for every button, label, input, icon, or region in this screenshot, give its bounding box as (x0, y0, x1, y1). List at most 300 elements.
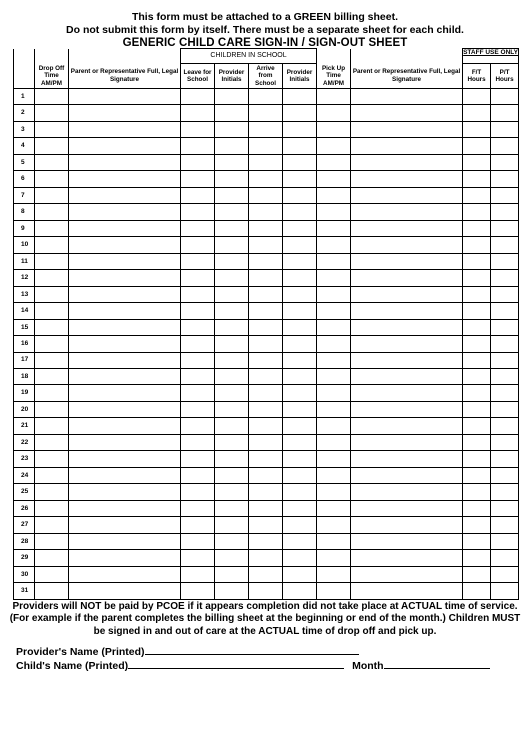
parent-signature-in-cell[interactable] (69, 467, 181, 483)
pick-up-cell[interactable] (317, 434, 351, 450)
ft-hours-cell[interactable] (463, 385, 491, 401)
drop-off-cell[interactable] (35, 385, 69, 401)
pt-hours-cell[interactable] (491, 154, 519, 170)
pick-up-cell[interactable] (317, 500, 351, 516)
provider-initials-2-cell[interactable] (283, 105, 317, 121)
provider-initials-1-cell[interactable] (215, 484, 249, 500)
provider-initials-2-cell[interactable] (283, 121, 317, 137)
provider-initials-1-cell[interactable] (215, 434, 249, 450)
leave-for-school-cell[interactable] (181, 105, 215, 121)
provider-initials-1-cell[interactable] (215, 286, 249, 302)
ft-hours-cell[interactable] (463, 451, 491, 467)
provider-initials-2-cell[interactable] (283, 467, 317, 483)
leave-for-school-cell[interactable] (181, 418, 215, 434)
arrive-from-school-cell[interactable] (249, 500, 283, 516)
parent-signature-in-cell[interactable] (69, 105, 181, 121)
leave-for-school-cell[interactable] (181, 121, 215, 137)
parent-signature-out-cell[interactable] (351, 550, 463, 566)
ft-hours-cell[interactable] (463, 286, 491, 302)
leave-for-school-cell[interactable] (181, 187, 215, 203)
drop-off-cell[interactable] (35, 303, 69, 319)
pt-hours-cell[interactable] (491, 138, 519, 154)
drop-off-cell[interactable] (35, 434, 69, 450)
drop-off-cell[interactable] (35, 368, 69, 384)
drop-off-cell[interactable] (35, 352, 69, 368)
parent-signature-out-cell[interactable] (351, 352, 463, 368)
ft-hours-cell[interactable] (463, 187, 491, 203)
parent-signature-out-cell[interactable] (351, 533, 463, 549)
drop-off-cell[interactable] (35, 270, 69, 286)
ft-hours-cell[interactable] (463, 220, 491, 236)
drop-off-cell[interactable] (35, 467, 69, 483)
arrive-from-school-cell[interactable] (249, 352, 283, 368)
provider-initials-2-cell[interactable] (283, 138, 317, 154)
ft-hours-cell[interactable] (463, 89, 491, 105)
drop-off-cell[interactable] (35, 418, 69, 434)
pt-hours-cell[interactable] (491, 105, 519, 121)
provider-initials-1-cell[interactable] (215, 187, 249, 203)
ft-hours-cell[interactable] (463, 336, 491, 352)
ft-hours-cell[interactable] (463, 368, 491, 384)
provider-initials-1-cell[interactable] (215, 533, 249, 549)
pt-hours-cell[interactable] (491, 303, 519, 319)
ft-hours-cell[interactable] (463, 352, 491, 368)
ft-hours-cell[interactable] (463, 583, 491, 599)
pt-hours-cell[interactable] (491, 401, 519, 417)
pt-hours-cell[interactable] (491, 368, 519, 384)
drop-off-cell[interactable] (35, 550, 69, 566)
arrive-from-school-cell[interactable] (249, 220, 283, 236)
provider-initials-2-cell[interactable] (283, 204, 317, 220)
arrive-from-school-cell[interactable] (249, 418, 283, 434)
arrive-from-school-cell[interactable] (249, 566, 283, 582)
parent-signature-in-cell[interactable] (69, 171, 181, 187)
parent-signature-in-cell[interactable] (69, 385, 181, 401)
parent-signature-in-cell[interactable] (69, 418, 181, 434)
provider-initials-2-cell[interactable] (283, 500, 317, 516)
provider-initials-2-cell[interactable] (283, 550, 317, 566)
pick-up-cell[interactable] (317, 385, 351, 401)
drop-off-cell[interactable] (35, 237, 69, 253)
drop-off-cell[interactable] (35, 253, 69, 269)
arrive-from-school-cell[interactable] (249, 253, 283, 269)
provider-initials-1-cell[interactable] (215, 220, 249, 236)
drop-off-cell[interactable] (35, 220, 69, 236)
provider-initials-1-cell[interactable] (215, 467, 249, 483)
arrive-from-school-cell[interactable] (249, 451, 283, 467)
leave-for-school-cell[interactable] (181, 566, 215, 582)
arrive-from-school-cell[interactable] (249, 533, 283, 549)
drop-off-cell[interactable] (35, 204, 69, 220)
pick-up-cell[interactable] (317, 583, 351, 599)
pick-up-cell[interactable] (317, 270, 351, 286)
parent-signature-out-cell[interactable] (351, 237, 463, 253)
arrive-from-school-cell[interactable] (249, 583, 283, 599)
ft-hours-cell[interactable] (463, 533, 491, 549)
arrive-from-school-cell[interactable] (249, 286, 283, 302)
provider-initials-2-cell[interactable] (283, 583, 317, 599)
provider-initials-2-cell[interactable] (283, 401, 317, 417)
arrive-from-school-cell[interactable] (249, 401, 283, 417)
provider-initials-2-cell[interactable] (283, 286, 317, 302)
parent-signature-out-cell[interactable] (351, 368, 463, 384)
provider-initials-1-cell[interactable] (215, 319, 249, 335)
provider-initials-2-cell[interactable] (283, 451, 317, 467)
arrive-from-school-cell[interactable] (249, 467, 283, 483)
parent-signature-out-cell[interactable] (351, 253, 463, 269)
ft-hours-cell[interactable] (463, 401, 491, 417)
provider-initials-1-cell[interactable] (215, 253, 249, 269)
pick-up-cell[interactable] (317, 89, 351, 105)
pick-up-cell[interactable] (317, 105, 351, 121)
parent-signature-out-cell[interactable] (351, 319, 463, 335)
parent-signature-out-cell[interactable] (351, 500, 463, 516)
parent-signature-out-cell[interactable] (351, 121, 463, 137)
provider-initials-1-cell[interactable] (215, 336, 249, 352)
ft-hours-cell[interactable] (463, 467, 491, 483)
drop-off-cell[interactable] (35, 286, 69, 302)
leave-for-school-cell[interactable] (181, 550, 215, 566)
arrive-from-school-cell[interactable] (249, 517, 283, 533)
parent-signature-out-cell[interactable] (351, 286, 463, 302)
pick-up-cell[interactable] (317, 550, 351, 566)
provider-initials-1-cell[interactable] (215, 121, 249, 137)
provider-initials-1-cell[interactable] (215, 154, 249, 170)
pt-hours-cell[interactable] (491, 270, 519, 286)
ft-hours-cell[interactable] (463, 154, 491, 170)
pt-hours-cell[interactable] (491, 171, 519, 187)
drop-off-cell[interactable] (35, 484, 69, 500)
parent-signature-in-cell[interactable] (69, 352, 181, 368)
parent-signature-in-cell[interactable] (69, 121, 181, 137)
parent-signature-out-cell[interactable] (351, 517, 463, 533)
drop-off-cell[interactable] (35, 187, 69, 203)
drop-off-cell[interactable] (35, 500, 69, 516)
ft-hours-cell[interactable] (463, 319, 491, 335)
leave-for-school-cell[interactable] (181, 171, 215, 187)
arrive-from-school-cell[interactable] (249, 368, 283, 384)
parent-signature-in-cell[interactable] (69, 401, 181, 417)
leave-for-school-cell[interactable] (181, 336, 215, 352)
ft-hours-cell[interactable] (463, 434, 491, 450)
leave-for-school-cell[interactable] (181, 220, 215, 236)
parent-signature-out-cell[interactable] (351, 583, 463, 599)
parent-signature-in-cell[interactable] (69, 517, 181, 533)
arrive-from-school-cell[interactable] (249, 484, 283, 500)
pt-hours-cell[interactable] (491, 253, 519, 269)
pt-hours-cell[interactable] (491, 204, 519, 220)
leave-for-school-cell[interactable] (181, 253, 215, 269)
ft-hours-cell[interactable] (463, 237, 491, 253)
pick-up-cell[interactable] (317, 566, 351, 582)
provider-initials-2-cell[interactable] (283, 270, 317, 286)
leave-for-school-cell[interactable] (181, 401, 215, 417)
child-name-field[interactable] (128, 658, 344, 669)
leave-for-school-cell[interactable] (181, 385, 215, 401)
pick-up-cell[interactable] (317, 138, 351, 154)
parent-signature-in-cell[interactable] (69, 434, 181, 450)
leave-for-school-cell[interactable] (181, 319, 215, 335)
pt-hours-cell[interactable] (491, 533, 519, 549)
drop-off-cell[interactable] (35, 171, 69, 187)
parent-signature-in-cell[interactable] (69, 303, 181, 319)
ft-hours-cell[interactable] (463, 121, 491, 137)
parent-signature-out-cell[interactable] (351, 220, 463, 236)
parent-signature-out-cell[interactable] (351, 336, 463, 352)
parent-signature-out-cell[interactable] (351, 187, 463, 203)
arrive-from-school-cell[interactable] (249, 303, 283, 319)
leave-for-school-cell[interactable] (181, 451, 215, 467)
arrive-from-school-cell[interactable] (249, 550, 283, 566)
pt-hours-cell[interactable] (491, 89, 519, 105)
ft-hours-cell[interactable] (463, 270, 491, 286)
provider-initials-1-cell[interactable] (215, 270, 249, 286)
arrive-from-school-cell[interactable] (249, 105, 283, 121)
parent-signature-out-cell[interactable] (351, 138, 463, 154)
ft-hours-cell[interactable] (463, 138, 491, 154)
arrive-from-school-cell[interactable] (249, 171, 283, 187)
ft-hours-cell[interactable] (463, 484, 491, 500)
drop-off-cell[interactable] (35, 138, 69, 154)
parent-signature-in-cell[interactable] (69, 500, 181, 516)
provider-initials-1-cell[interactable] (215, 550, 249, 566)
pick-up-cell[interactable] (317, 467, 351, 483)
parent-signature-in-cell[interactable] (69, 237, 181, 253)
pick-up-cell[interactable] (317, 336, 351, 352)
parent-signature-out-cell[interactable] (351, 204, 463, 220)
parent-signature-out-cell[interactable] (351, 154, 463, 170)
pick-up-cell[interactable] (317, 220, 351, 236)
provider-initials-2-cell[interactable] (283, 303, 317, 319)
leave-for-school-cell[interactable] (181, 204, 215, 220)
arrive-from-school-cell[interactable] (249, 138, 283, 154)
provider-initials-1-cell[interactable] (215, 171, 249, 187)
provider-initials-2-cell[interactable] (283, 253, 317, 269)
drop-off-cell[interactable] (35, 154, 69, 170)
leave-for-school-cell[interactable] (181, 154, 215, 170)
drop-off-cell[interactable] (35, 451, 69, 467)
provider-initials-1-cell[interactable] (215, 401, 249, 417)
arrive-from-school-cell[interactable] (249, 385, 283, 401)
parent-signature-out-cell[interactable] (351, 418, 463, 434)
drop-off-cell[interactable] (35, 89, 69, 105)
parent-signature-in-cell[interactable] (69, 336, 181, 352)
ft-hours-cell[interactable] (463, 566, 491, 582)
arrive-from-school-cell[interactable] (249, 270, 283, 286)
pt-hours-cell[interactable] (491, 418, 519, 434)
arrive-from-school-cell[interactable] (249, 204, 283, 220)
pick-up-cell[interactable] (317, 451, 351, 467)
leave-for-school-cell[interactable] (181, 270, 215, 286)
leave-for-school-cell[interactable] (181, 89, 215, 105)
parent-signature-in-cell[interactable] (69, 484, 181, 500)
pt-hours-cell[interactable] (491, 385, 519, 401)
drop-off-cell[interactable] (35, 319, 69, 335)
provider-initials-2-cell[interactable] (283, 484, 317, 500)
parent-signature-out-cell[interactable] (351, 89, 463, 105)
provider-initials-2-cell[interactable] (283, 418, 317, 434)
arrive-from-school-cell[interactable] (249, 434, 283, 450)
leave-for-school-cell[interactable] (181, 484, 215, 500)
pt-hours-cell[interactable] (491, 484, 519, 500)
pick-up-cell[interactable] (317, 237, 351, 253)
provider-initials-1-cell[interactable] (215, 368, 249, 384)
provider-initials-2-cell[interactable] (283, 336, 317, 352)
ft-hours-cell[interactable] (463, 171, 491, 187)
arrive-from-school-cell[interactable] (249, 89, 283, 105)
pick-up-cell[interactable] (317, 418, 351, 434)
leave-for-school-cell[interactable] (181, 583, 215, 599)
provider-initials-1-cell[interactable] (215, 418, 249, 434)
provider-initials-1-cell[interactable] (215, 204, 249, 220)
pick-up-cell[interactable] (317, 484, 351, 500)
drop-off-cell[interactable] (35, 121, 69, 137)
pick-up-cell[interactable] (317, 187, 351, 203)
drop-off-cell[interactable] (35, 566, 69, 582)
pick-up-cell[interactable] (317, 352, 351, 368)
drop-off-cell[interactable] (35, 401, 69, 417)
parent-signature-in-cell[interactable] (69, 566, 181, 582)
provider-initials-1-cell[interactable] (215, 566, 249, 582)
pt-hours-cell[interactable] (491, 319, 519, 335)
provider-initials-1-cell[interactable] (215, 451, 249, 467)
pt-hours-cell[interactable] (491, 583, 519, 599)
pt-hours-cell[interactable] (491, 237, 519, 253)
parent-signature-out-cell[interactable] (351, 270, 463, 286)
arrive-from-school-cell[interactable] (249, 237, 283, 253)
leave-for-school-cell[interactable] (181, 434, 215, 450)
ft-hours-cell[interactable] (463, 500, 491, 516)
leave-for-school-cell[interactable] (181, 352, 215, 368)
ft-hours-cell[interactable] (463, 550, 491, 566)
provider-initials-2-cell[interactable] (283, 89, 317, 105)
leave-for-school-cell[interactable] (181, 467, 215, 483)
pt-hours-cell[interactable] (491, 336, 519, 352)
pick-up-cell[interactable] (317, 171, 351, 187)
parent-signature-out-cell[interactable] (351, 401, 463, 417)
leave-for-school-cell[interactable] (181, 286, 215, 302)
leave-for-school-cell[interactable] (181, 533, 215, 549)
ft-hours-cell[interactable] (463, 418, 491, 434)
pick-up-cell[interactable] (317, 533, 351, 549)
parent-signature-in-cell[interactable] (69, 550, 181, 566)
pick-up-cell[interactable] (317, 121, 351, 137)
pick-up-cell[interactable] (317, 401, 351, 417)
pick-up-cell[interactable] (317, 286, 351, 302)
month-field[interactable] (384, 658, 490, 669)
leave-for-school-cell[interactable] (181, 303, 215, 319)
provider-initials-1-cell[interactable] (215, 517, 249, 533)
provider-initials-1-cell[interactable] (215, 500, 249, 516)
drop-off-cell[interactable] (35, 583, 69, 599)
parent-signature-in-cell[interactable] (69, 368, 181, 384)
parent-signature-in-cell[interactable] (69, 89, 181, 105)
parent-signature-in-cell[interactable] (69, 286, 181, 302)
parent-signature-in-cell[interactable] (69, 270, 181, 286)
provider-initials-1-cell[interactable] (215, 352, 249, 368)
leave-for-school-cell[interactable] (181, 500, 215, 516)
ft-hours-cell[interactable] (463, 253, 491, 269)
pick-up-cell[interactable] (317, 319, 351, 335)
parent-signature-in-cell[interactable] (69, 253, 181, 269)
provider-initials-1-cell[interactable] (215, 105, 249, 121)
arrive-from-school-cell[interactable] (249, 187, 283, 203)
provider-initials-2-cell[interactable] (283, 154, 317, 170)
drop-off-cell[interactable] (35, 533, 69, 549)
pt-hours-cell[interactable] (491, 451, 519, 467)
provider-initials-1-cell[interactable] (215, 89, 249, 105)
leave-for-school-cell[interactable] (181, 368, 215, 384)
parent-signature-in-cell[interactable] (69, 138, 181, 154)
provider-initials-1-cell[interactable] (215, 138, 249, 154)
drop-off-cell[interactable] (35, 105, 69, 121)
parent-signature-in-cell[interactable] (69, 533, 181, 549)
parent-signature-out-cell[interactable] (351, 105, 463, 121)
parent-signature-in-cell[interactable] (69, 583, 181, 599)
parent-signature-in-cell[interactable] (69, 220, 181, 236)
provider-initials-2-cell[interactable] (283, 220, 317, 236)
ft-hours-cell[interactable] (463, 303, 491, 319)
parent-signature-out-cell[interactable] (351, 171, 463, 187)
parent-signature-in-cell[interactable] (69, 451, 181, 467)
ft-hours-cell[interactable] (463, 204, 491, 220)
drop-off-cell[interactable] (35, 517, 69, 533)
parent-signature-out-cell[interactable] (351, 467, 463, 483)
provider-initials-2-cell[interactable] (283, 368, 317, 384)
parent-signature-out-cell[interactable] (351, 434, 463, 450)
pt-hours-cell[interactable] (491, 467, 519, 483)
ft-hours-cell[interactable] (463, 105, 491, 121)
pt-hours-cell[interactable] (491, 220, 519, 236)
parent-signature-in-cell[interactable] (69, 319, 181, 335)
provider-initials-2-cell[interactable] (283, 171, 317, 187)
pt-hours-cell[interactable] (491, 550, 519, 566)
leave-for-school-cell[interactable] (181, 517, 215, 533)
arrive-from-school-cell[interactable] (249, 121, 283, 137)
parent-signature-out-cell[interactable] (351, 484, 463, 500)
pt-hours-cell[interactable] (491, 434, 519, 450)
parent-signature-in-cell[interactable] (69, 154, 181, 170)
ft-hours-cell[interactable] (463, 517, 491, 533)
pt-hours-cell[interactable] (491, 286, 519, 302)
provider-initials-2-cell[interactable] (283, 237, 317, 253)
provider-initials-1-cell[interactable] (215, 303, 249, 319)
provider-initials-1-cell[interactable] (215, 385, 249, 401)
pick-up-cell[interactable] (317, 253, 351, 269)
provider-initials-2-cell[interactable] (283, 517, 317, 533)
pt-hours-cell[interactable] (491, 566, 519, 582)
parent-signature-out-cell[interactable] (351, 385, 463, 401)
provider-initials-1-cell[interactable] (215, 237, 249, 253)
arrive-from-school-cell[interactable] (249, 336, 283, 352)
provider-initials-2-cell[interactable] (283, 187, 317, 203)
pick-up-cell[interactable] (317, 204, 351, 220)
provider-initials-2-cell[interactable] (283, 352, 317, 368)
pick-up-cell[interactable] (317, 303, 351, 319)
leave-for-school-cell[interactable] (181, 138, 215, 154)
parent-signature-out-cell[interactable] (351, 451, 463, 467)
pick-up-cell[interactable] (317, 517, 351, 533)
pt-hours-cell[interactable] (491, 352, 519, 368)
provider-initials-2-cell[interactable] (283, 385, 317, 401)
pt-hours-cell[interactable] (491, 500, 519, 516)
parent-signature-in-cell[interactable] (69, 187, 181, 203)
pick-up-cell[interactable] (317, 154, 351, 170)
arrive-from-school-cell[interactable] (249, 319, 283, 335)
provider-initials-2-cell[interactable] (283, 533, 317, 549)
provider-initials-2-cell[interactable] (283, 434, 317, 450)
drop-off-cell[interactable] (35, 336, 69, 352)
